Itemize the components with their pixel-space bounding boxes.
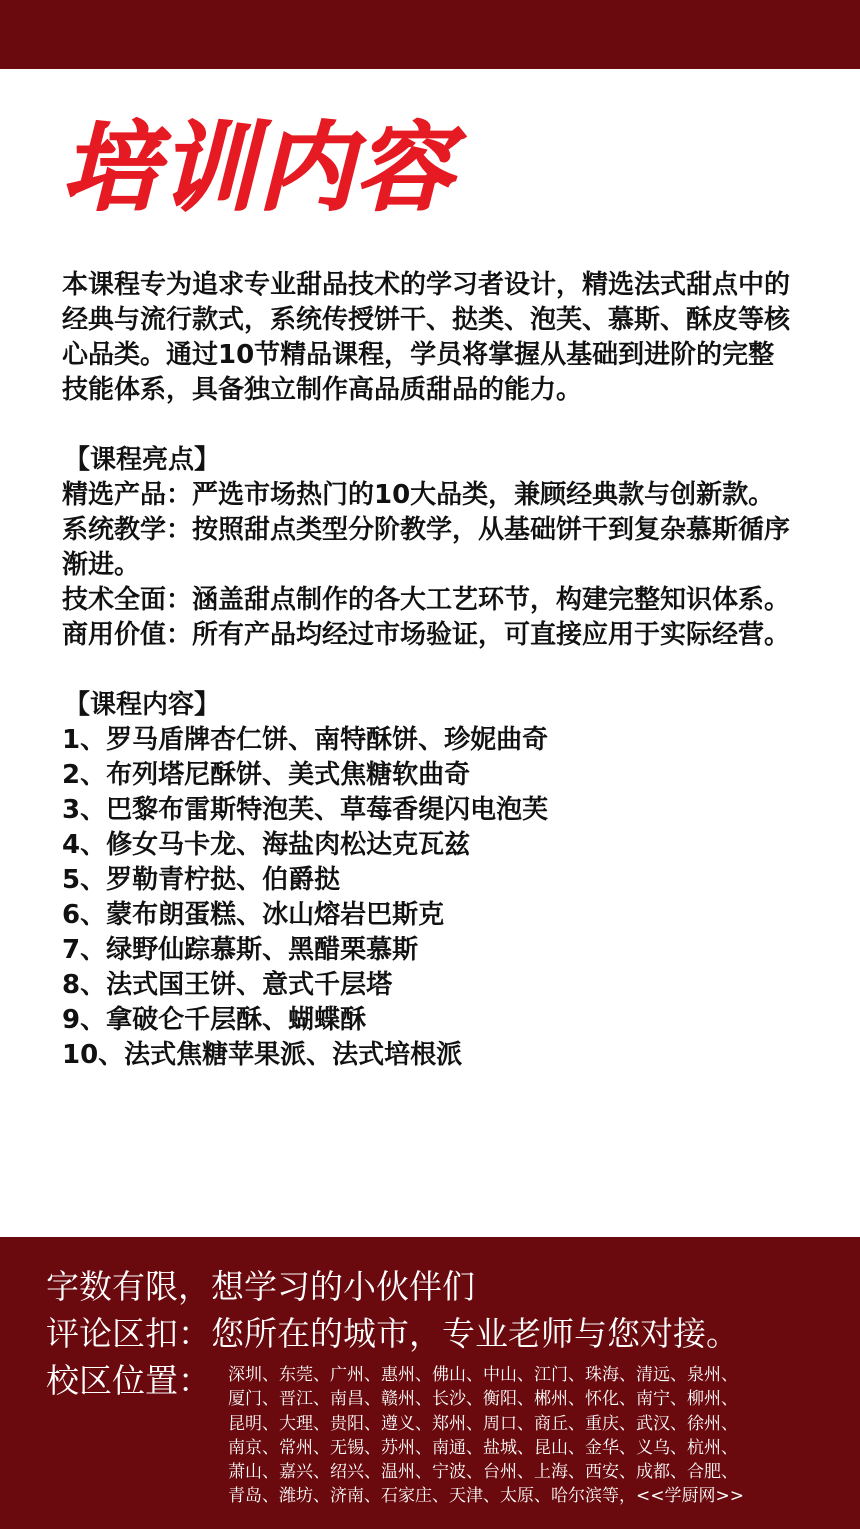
course-item: 3、巴黎布雷斯特泡芙、草莓香缇闪电泡芙 (62, 795, 549, 825)
spacer (62, 408, 792, 443)
main-content (62, 268, 792, 1073)
intro-paragraph: 本课程专为追求专业甜品技术的学习者设计，精选法式甜点中的经典与流行款式，系统传授饼干、挞类、泡芙、慕斯、酥皮等核心品类。通过10节精品课程，学员将掌握从基础到进阶的完整技能体系，具备独立制作高品质甜品的能力。 (62, 270, 791, 405)
spacer (62, 653, 792, 688)
highlight-item: 商用价值：所有产品均经过市场验证，可直接应用于实际经营。 (62, 620, 791, 650)
campus-city-list: 深圳、东莞、广州、惠州、佛山、中山、江门、珠海、清远、泉州、 厦门、晋江、南昌、赣州、长沙、衡阳、郴州、怀化、南宁、柳州、 昆明、大理、贵阳、遵义、郑州、周口、商丘、重庆、武汉、徐州、 南京、常州、无锡、苏州、南通、盐城、昆山、金华、义乌、杭州、 萧山、嘉兴、绍兴、温州、宁波、台州、上海、西安、成都、合肥、 青岛、潍坊、济南、石家庄、天津、太原、哈尔滨等，<<学厨网>> (228, 1365, 744, 1507)
course-heading: 【课程内容】 (64, 690, 221, 720)
course-item: 2、布列塔尼酥饼、美式焦糖软曲奇 (62, 760, 471, 790)
campus-label: 校区位置： (46, 1361, 211, 1400)
course-item: 9、拿破仑千层酥、蝴蝶酥 (62, 1005, 367, 1035)
highlight-item: 精选产品：严选市场热门的10大品类，兼顾经典款与创新款。 (62, 480, 775, 510)
course-item: 10、法式焦糖苹果派、法式培根派 (62, 1040, 463, 1070)
course-item: 8、法式国王饼、意式千层塔 (62, 970, 393, 1000)
course-item: 4、修女马卡龙、海盐肉松达克瓦兹 (62, 830, 471, 860)
course-item: 1、罗马盾牌杏仁饼、南特酥饼、珍妮曲奇 (62, 725, 549, 755)
footer-banner (0, 1237, 860, 1529)
highlight-item: 系统教学：按照甜点类型分阶教学，从基础饼干到复杂慕斯循序渐进。 (62, 515, 791, 580)
top-banner (0, 0, 860, 69)
course-item: 6、蒙布朗蛋糕、冰山熔岩巴斯克 (62, 900, 445, 930)
promo-line-1: 字数有限，想学习的小伙伴们 (46, 1267, 475, 1306)
page-title: 培训内容 (62, 112, 454, 224)
highlights-heading: 【课程亮点】 (64, 445, 221, 475)
course-item: 7、绿野仙踪慕斯、黑醋栗慕斯 (62, 935, 419, 965)
highlight-item: 技术全面：涵盖甜点制作的各大工艺环节，构建完整知识体系。 (62, 585, 791, 615)
promo-line-2: 评论区扣：您所在的城市，专业老师与您对接。 (46, 1314, 739, 1353)
course-item: 5、罗勒青柠挞、伯爵挞 (62, 865, 341, 895)
